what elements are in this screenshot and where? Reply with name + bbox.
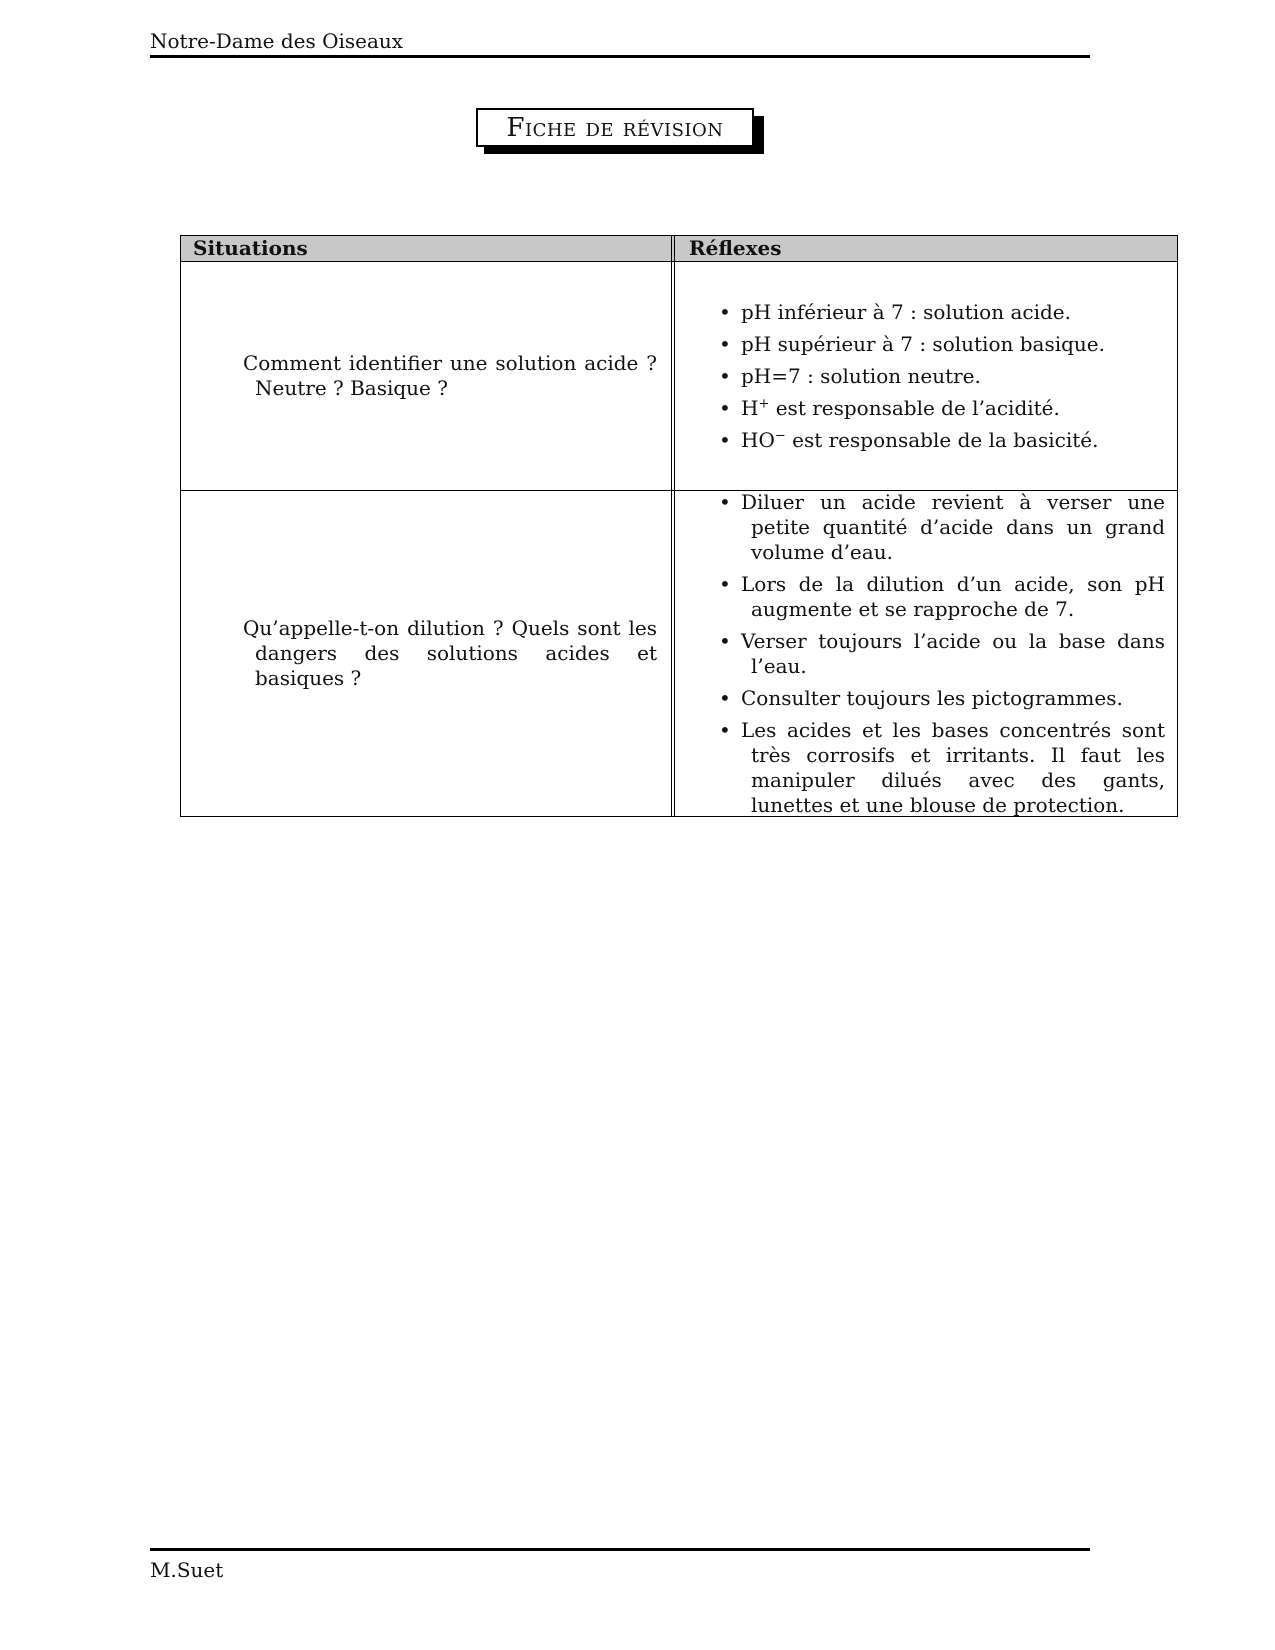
list-item: • Les acides et les bases concentrés sont très corrosifs et irritants. Il faut les manipuler dilués avec des gants, lunettes et une blouse de protection. bbox=[719, 717, 1165, 817]
list-item: • Consulter toujours les pictogrammes. bbox=[719, 685, 1123, 710]
header-situations: Situations bbox=[181, 236, 675, 261]
formula-base: HO bbox=[741, 427, 775, 452]
list-item: • pH inférieur à 7 : solution acide. bbox=[719, 299, 1071, 324]
header-rule bbox=[150, 55, 1090, 58]
list-item: • Diluer un acide revient à verser une petite quantité d’acide dans un grand volume d’eau. bbox=[719, 489, 1165, 564]
reflexes-cell bbox=[675, 491, 1177, 816]
formula-charge: − bbox=[774, 427, 786, 443]
situation-cell bbox=[181, 491, 675, 816]
situation-cell bbox=[181, 262, 675, 490]
bullet-icon: • bbox=[719, 571, 731, 596]
bullet-icon: • bbox=[719, 427, 731, 452]
school-name: Notre-Dame des Oiseaux bbox=[150, 29, 404, 53]
bullet-icon: • bbox=[719, 685, 731, 710]
situation-text: Comment identifier une solution acide ? Neutre ? Basique ? bbox=[243, 351, 657, 400]
formula-rest: est responsable de l’acidité. bbox=[769, 395, 1060, 420]
title-frame bbox=[476, 108, 754, 147]
formula-charge: + bbox=[758, 395, 770, 411]
bullet-icon: • bbox=[719, 717, 731, 742]
author-name: M.Suet bbox=[150, 1558, 224, 1582]
formula-rest: est responsable de la basicité. bbox=[785, 427, 1099, 452]
bullet-icon: • bbox=[719, 628, 731, 653]
bullet-icon: • bbox=[719, 395, 731, 420]
header-reflexes: Réflexes bbox=[675, 236, 1177, 261]
bullet-icon: • bbox=[719, 331, 731, 356]
bullet-icon: • bbox=[719, 299, 731, 324]
reflex-list bbox=[719, 490, 1165, 818]
footer-rule bbox=[150, 1548, 1090, 1551]
page-title: Fiche de révision bbox=[476, 108, 754, 147]
list-item bbox=[719, 428, 1165, 453]
table-header-row bbox=[181, 236, 1177, 261]
reflexes-cell bbox=[675, 262, 1177, 490]
list-item bbox=[719, 396, 1165, 421]
list-item: • pH supérieur à 7 : solution basique. bbox=[719, 331, 1105, 356]
bullet-icon: • bbox=[719, 489, 731, 514]
table-row bbox=[181, 261, 1177, 490]
situation-text: Qu’appelle-t-on dilution ? Quels sont les dangers des solutions acides et basiques ? bbox=[243, 616, 657, 690]
list-item: • Verser toujours l’acide ou la base dans l’eau. bbox=[719, 628, 1165, 678]
bullet-icon: • bbox=[719, 363, 731, 388]
formula-base: H bbox=[741, 395, 759, 420]
list-item: • pH=7 : solution neutre. bbox=[719, 363, 981, 388]
reflex-list bbox=[719, 300, 1165, 453]
table-row bbox=[181, 490, 1177, 816]
revision-table bbox=[180, 235, 1178, 817]
list-item: • Lors de la dilution d’un acide, son pH augmente et se rapproche de 7. bbox=[719, 571, 1165, 621]
